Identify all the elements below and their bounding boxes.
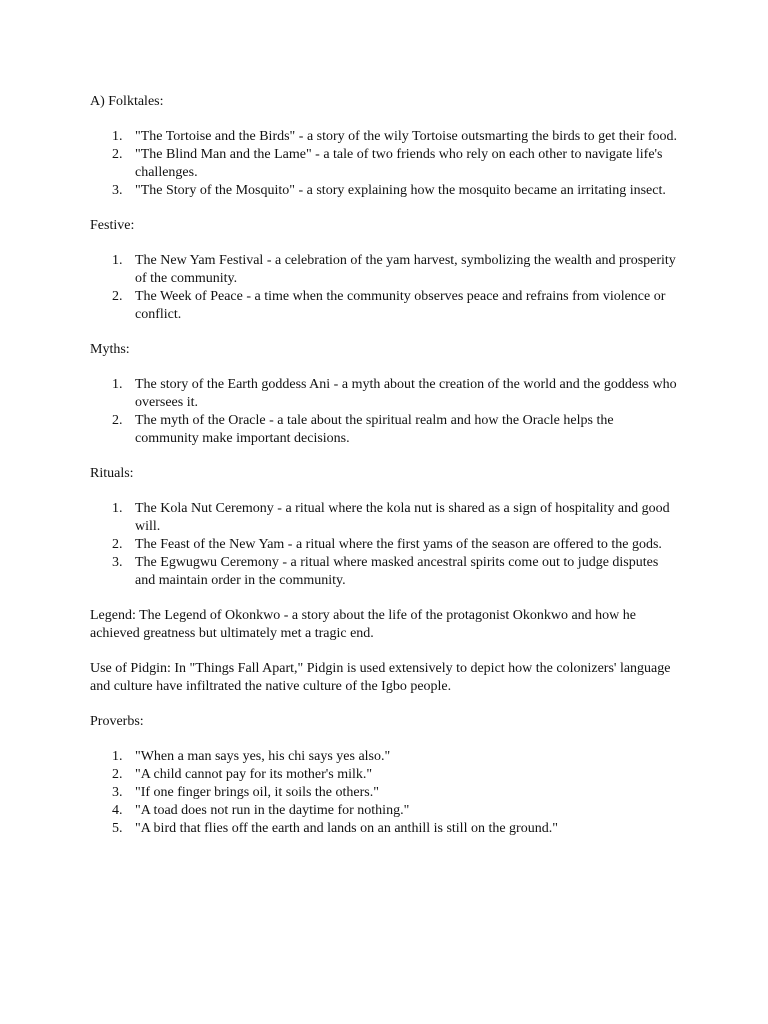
list-item: 3. The Egwugwu Ceremony - a ritual where masked ancestral spirits come out to judge disputes and maintain order in the community. xyxy=(112,555,659,588)
list-item: 3. "The Story of the Mosquito" - a story explaining how the mosquito became an irritating insect. xyxy=(112,183,666,198)
list-item: 2. The Week of Peace - a time when the community observes peace and refrains from violence or conflict. xyxy=(112,289,666,322)
festive-list xyxy=(90,252,680,324)
list-item: 3. "If one finger brings oil, it soils the others." xyxy=(112,785,379,800)
section-heading-rituals: Rituals: xyxy=(90,466,134,481)
document-page xyxy=(90,93,680,838)
list-item: 2. The myth of the Oracle - a tale about the spiritual realm and how the Oracle helps the community make important decisions. xyxy=(112,413,614,446)
list-item: 1. The Kola Nut Ceremony - a ritual where the kola nut is shared as a sign of hospitality and good will. xyxy=(112,501,670,534)
list-item: 1. "The Tortoise and the Birds" - a story of the wily Tortoise outsmarting the birds to get their food. xyxy=(112,129,678,144)
pidgin-paragraph: Use of Pidgin: In "Things Fall Apart," Pidgin is used extensively to depict how the colonizers' language and culture have infiltrated the native culture of the Igbo people. xyxy=(90,661,671,694)
list-item: 1. "When a man says yes, his chi says yes also." xyxy=(112,749,391,764)
myths-list xyxy=(90,376,680,448)
section-heading-myths: Myths: xyxy=(90,342,130,357)
legend-paragraph: Legend: The Legend of Okonkwo - a story about the life of the protagonist Okonkwo and how he achieved greatness but ultimately met a tragic end. xyxy=(90,608,636,641)
list-item: 2. "A child cannot pay for its mother's milk." xyxy=(112,767,373,782)
section-heading-festive: Festive: xyxy=(90,218,135,233)
list-item: 1. The New Yam Festival - a celebration of the yam harvest, symbolizing the wealth and prosperity of the community. xyxy=(112,253,676,286)
list-item: 2. "The Blind Man and the Lame" - a tale of two friends who rely on each other to navigate life's challenges. xyxy=(112,147,663,180)
list-item: 4. "A toad does not run in the daytime for nothing." xyxy=(112,803,410,818)
list-item: 1. The story of the Earth goddess Ani - a myth about the creation of the world and the goddess who oversees it. xyxy=(112,377,677,410)
folktales-list xyxy=(90,128,680,200)
rituals-list xyxy=(90,500,680,590)
section-heading-folktales: A) Folktales: xyxy=(90,94,164,109)
list-item: 5. "A bird that flies off the earth and lands on an anthill is still on the ground." xyxy=(112,821,558,836)
proverbs-list xyxy=(90,748,680,838)
list-item: 2. The Feast of the New Yam - a ritual where the first yams of the season are offered to the gods. xyxy=(112,537,662,552)
section-heading-proverbs: Proverbs: xyxy=(90,714,144,729)
